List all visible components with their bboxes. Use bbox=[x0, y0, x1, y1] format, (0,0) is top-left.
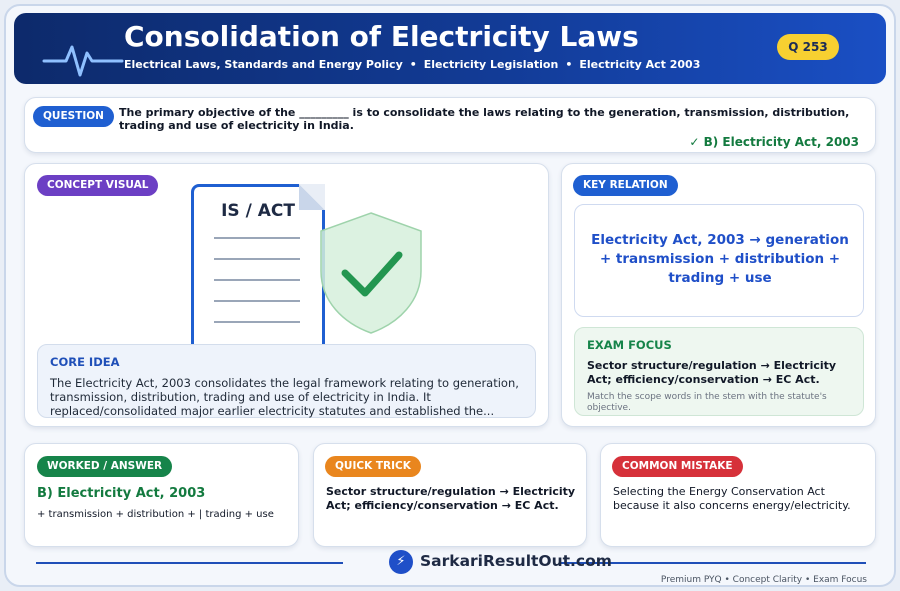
concept-visual-label: CONCEPT VISUAL bbox=[37, 175, 158, 196]
question-label: QUESTION bbox=[33, 106, 114, 127]
common-mistake-card bbox=[600, 443, 876, 547]
breadcrumb bbox=[124, 58, 700, 71]
core-idea-text: The Electricity Act, 2003 consolidates the legal framework relating to generation, transmission, distribution, trading and use of electricity in India. It replaced/consolidated major earlier electricity statutes and established the... bbox=[50, 376, 519, 418]
quick-trick-label: QUICK TRICK bbox=[325, 456, 421, 477]
worked-answer-card bbox=[24, 443, 299, 547]
concept-visual-card bbox=[24, 163, 549, 427]
page-title: Consolidation of Electricity Laws bbox=[124, 20, 639, 53]
worked-answer-note: + transmission + distribution + | trading + use bbox=[37, 509, 274, 520]
document-line bbox=[214, 279, 300, 281]
common-mistake-label: COMMON MISTAKE bbox=[612, 456, 743, 477]
correct-answer: ✓ B) Electricity Act, 2003 bbox=[689, 135, 859, 149]
key-relation-card bbox=[561, 163, 876, 427]
breadcrumb-item[interactable]: Electrical Laws, Standards and Energy Policy bbox=[124, 58, 403, 71]
lightning-icon: ⚡ bbox=[389, 550, 413, 574]
worked-answer-text: B) Electricity Act, 2003 bbox=[37, 486, 206, 501]
key-relation-box bbox=[574, 204, 864, 317]
exam-focus-box bbox=[574, 327, 864, 416]
document-icon bbox=[191, 184, 325, 354]
document-line bbox=[214, 258, 300, 260]
key-relation-text: Electricity Act, 2003 → generation + transmission + distribution + trading + use bbox=[591, 232, 849, 286]
document-title: IS / ACT bbox=[221, 201, 295, 221]
shield-check-icon bbox=[315, 209, 427, 337]
worked-answer-label: WORKED / ANSWER bbox=[37, 456, 172, 477]
core-idea-box bbox=[37, 344, 536, 418]
document-line bbox=[214, 237, 300, 239]
header-banner bbox=[14, 13, 886, 84]
question-number-badge: Q 253 bbox=[777, 34, 839, 60]
question-card bbox=[24, 97, 876, 153]
document-line bbox=[214, 300, 300, 302]
exam-focus-text: Sector structure/regulation → Electricity Act; efficiency/conservation → EC Act. bbox=[587, 359, 837, 386]
breadcrumb-item[interactable]: Electricity Legislation bbox=[423, 58, 559, 71]
question-text: The primary objective of the _________ is to consolidate the laws relating to the generation, transmission, distribution, trading and use of electricity in India. bbox=[119, 106, 850, 132]
footer-divider-left bbox=[36, 562, 343, 564]
document-line bbox=[214, 321, 300, 323]
site-name-link[interactable]: SarkariResultOut.com bbox=[420, 552, 612, 570]
key-relation-label: KEY RELATION bbox=[573, 175, 678, 196]
common-mistake-text: Selecting the Energy Conservation Act because it also concerns energy/electricity. bbox=[613, 485, 851, 512]
core-idea-heading: CORE IDEA bbox=[50, 355, 120, 369]
quick-trick-text: Sector structure/regulation → Electricity Act; efficiency/conservation → EC Act. bbox=[326, 485, 576, 512]
exam-focus-note: Match the scope words in the stem with the statute's objective. bbox=[587, 392, 827, 413]
exam-focus-heading: EXAM FOCUS bbox=[587, 338, 672, 352]
breadcrumb-separator: • bbox=[409, 58, 417, 71]
breadcrumb-item[interactable]: Electricity Act 2003 bbox=[579, 58, 701, 71]
pulse-icon bbox=[42, 41, 124, 79]
breadcrumb-separator: • bbox=[565, 58, 573, 71]
quick-trick-card bbox=[313, 443, 587, 547]
footer-tagline: Premium PYQ • Concept Clarity • Exam Focus bbox=[660, 575, 867, 585]
